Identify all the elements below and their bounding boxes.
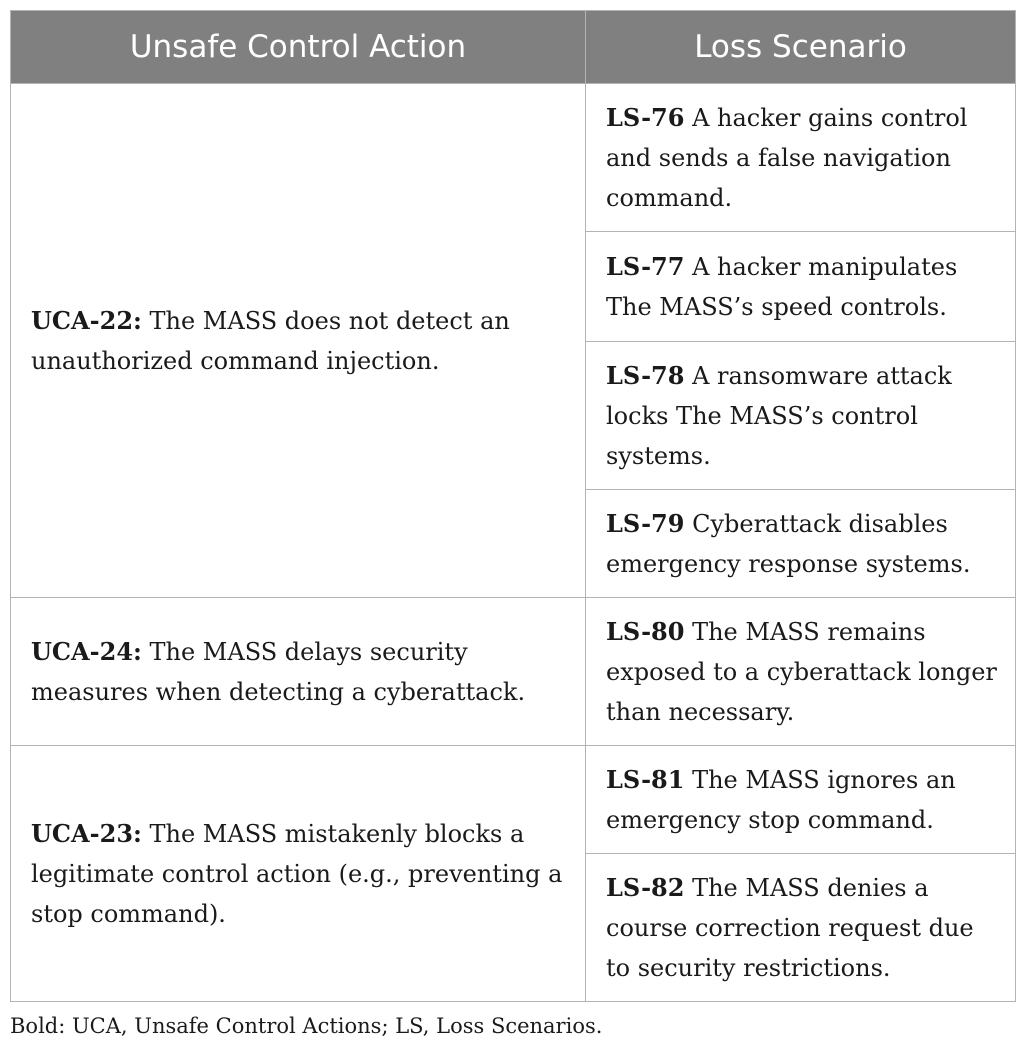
header-unsafe-control-action: Unsafe Control Action xyxy=(11,11,586,84)
ls-id: LS-79 xyxy=(606,508,685,538)
uca-cell xyxy=(11,746,586,1002)
loss-scenario-cell xyxy=(586,598,1016,746)
ls-text: The MASS denies a course correction request due to security restrictions. xyxy=(606,873,974,982)
uca-text: The MASS delays security measures when detecting a cyberattack. xyxy=(31,637,526,706)
ls-id: LS-82 xyxy=(606,872,685,902)
uca-id: UCA-22: xyxy=(31,305,142,335)
ls-text: A ransomware attack locks The MASS’s control systems. xyxy=(606,361,952,470)
ls-id: LS-76 xyxy=(606,102,685,132)
loss-scenario-cell xyxy=(586,342,1016,490)
uca-id: UCA-23: xyxy=(31,818,142,848)
ls-text: The MASS ignores an emergency stop command. xyxy=(606,765,956,834)
uca-cell xyxy=(11,84,586,598)
uca-cell xyxy=(11,598,586,746)
loss-scenario-cell xyxy=(586,746,1016,854)
ls-id: LS-77 xyxy=(606,251,685,281)
loss-scenario-cell xyxy=(586,854,1016,1002)
ls-id: LS-80 xyxy=(606,616,685,646)
uca-id: UCA-24: xyxy=(31,636,142,666)
ls-text: A hacker gains control and sends a false navigation command. xyxy=(606,103,968,212)
ls-text: The MASS remains exposed to a cyberattack longer than necessary. xyxy=(606,617,997,726)
ls-text: Cyberattack disables emergency response systems. xyxy=(606,509,971,578)
ls-id: LS-78 xyxy=(606,360,685,390)
uca-text: The MASS does not detect an unauthorized command injection. xyxy=(31,306,510,375)
loss-scenario-cell xyxy=(586,84,1016,232)
uca-text: The MASS mistakenly blocks a legitimate control action (e.g., preventing a stop command). xyxy=(31,819,563,928)
header-loss-scenario: Loss Scenario xyxy=(586,11,1016,84)
header-row xyxy=(11,11,1016,84)
loss-scenario-cell xyxy=(586,232,1016,342)
loss-scenario-cell xyxy=(586,490,1016,598)
loss-scenario-table xyxy=(10,10,1016,1002)
ls-text: A hacker manipulates The MASS’s speed controls. xyxy=(606,252,958,321)
table-row xyxy=(11,84,1016,232)
ls-id: LS-81 xyxy=(606,764,685,794)
table-row xyxy=(11,746,1016,854)
table-footnote: Bold: UCA, Unsafe Control Actions; LS, Loss Scenarios. xyxy=(10,1014,603,1038)
table-row xyxy=(11,598,1016,746)
